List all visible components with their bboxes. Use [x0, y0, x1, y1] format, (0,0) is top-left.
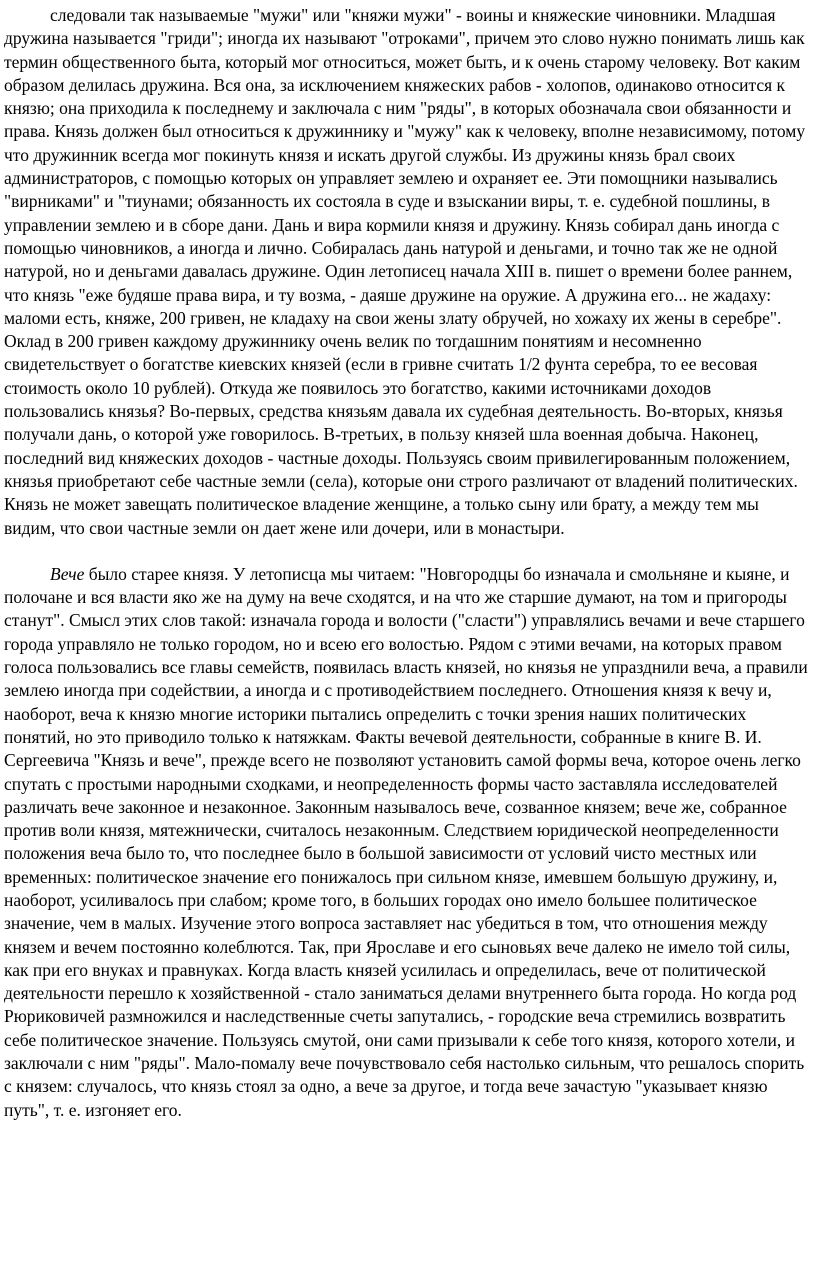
paragraph-veche-text: было старее князя. У летописца мы читаем: "Новгородцы бо изначала и смольняне и кыяне, и полочане и вся власти яко же на думу на вече сходятся, и на что же старшие думают, на том и пригороды станут". Смысл этих слов такой: изначала города и волости ("сласти") управлялись вечами и вече старшего города управляло не только городом, но и всею его волостью. Рядом с этими вечами, на которых правом голоса пользовались все главы семейств, появилась власть князей, но князья не упразднили веча, а правили землею иногда при содействии, а иногда и с противодействием последнего. Отношения князя к вечу и, наоборот, веча к князю многие историки пытались определить с точки зрения наших политических понятий, но это приводило только к натяжкам. Факты вечевой деятельности, собранные в книге В. И. Сергеевича "Князь и вече", прежде всего не позволяют установить самой формы веча, которое очень легко спутать с простыми народными сходками, и неопределенность формы часто заставляла исследователей различать вече законное и незаконное. Законным называлось вече, созванное князем; вече же, собранное против воли князя, мятежнически, считалось незаконным. Следствием юридической неопределенности положения веча было то, что последнее было в большой зависимости от условий чисто местных или временных: политическое значение его понижалось при сильном князе, имевшем большую дружину, и, наоборот, усиливалось при слабом; кроме того, в больших городах оно имело большее политическое значение, чем в малых. Изучение этого вопроса заставляет нас убедиться в том, что отношения между князем и вечем постоянно колеблются. Так, при Ярославе и его сыновьях вече далеко не имело той силы, как при его внуках и правнуках. Когда власть князей усилилась и определилась, вече от политической деятельности перешло к хозяйственной - стало заниматься делами внутреннего быта города. Но когда род Рюриковичей размножился и наследственные счеты запутались, - городские веча стремились возвратить себе политическое значение. Пользуясь смутой, они сами призывали к себе того князя, которого хотели, и заключали с ним "ряды". Мало-помалу вече почувствовало себя настолько сильным, что решалось спорить с князем: случалось, что князь стоял за одно, а вече за другое, и тогда вече зачастую "указывает князю путь", т. е. изгоняет его. — [4, 563, 808, 1120]
veche-italic-lead: Вече — [50, 563, 85, 584]
paragraph-veche — [4, 563, 812, 1122]
paragraph-druzhina: следовали так называемые "мужи" или "княжи мужи" - воины и княжеские чиновники. Младшая дружина называется "гриди"; иногда их называют "отроками", причем это слово нужно понимать лишь как термин общественного быта, который мог относиться, может быть, и к очень старому человеку. Вот каким образом делилась дружина. Вся она, за исключением княжеских рабов - холопов, одинаково относится к князю; она приходила к последнему и заключала с ним "ряды", в которых обозначала свои обязанности и права. Князь должен был относиться к дружиннику и "мужу" как к человеку, вполне независимому, потому что дружинник всегда мог покинуть князя и искать другой службы. Из дружины князь брал своих администраторов, с помощью которых он управляет землею и охраняет ее. Эти помощники назывались "вирниками" и "тиунами; обязанность их состояла в суде и взыскании виры, т. е. судебной пошлины, в управлении землею и в сборе дани. Дань и вира кормили князя и дружину. Князь собирал дань иногда с помощью чиновников, а иногда и лично. Собиралась дань натурой и деньгами, и точно так же не одной натурой, но и деньгами давалась дружине. Один летописец начала XIII в. пишет о времени более раннем, что князь "еже будяше права вира, и ту возма, - даяше дружине на оружие. А дружина его... не жадаху: маломи есть, княже, 200 гривен, не кладаху на свои жены злату обручей, но хожаху их жены в серебре". Оклад в 200 гривен каждому дружиннику очень велик по тогдашним понятиям и несомненно свидетельствует о богатстве киевских князей (если в гривне считать 1/2 фунта серебра, то ее весовая стоимость около 10 рублей). Откуда же появилось это богатство, какими источниками доходов пользовались князья? Во-первых, средства князьям давала их судебная деятельность. Во-вторых, князья получали дань, о которой уже говорилось. В-третьих, в пользу князей шла военная добыча. Наконец, последний вид княжеских доходов - частные доходы. Пользуясь своим привилегированным положением, князья приобретают себе частные земли (села), которые они строго различают от владений политических. Князь не может завещать политическое владение женщине, а только сыну или брату, а между тем мы видим, что свои частные земли он дает жене или дочери, или в монастыри. — [4, 5, 806, 538]
